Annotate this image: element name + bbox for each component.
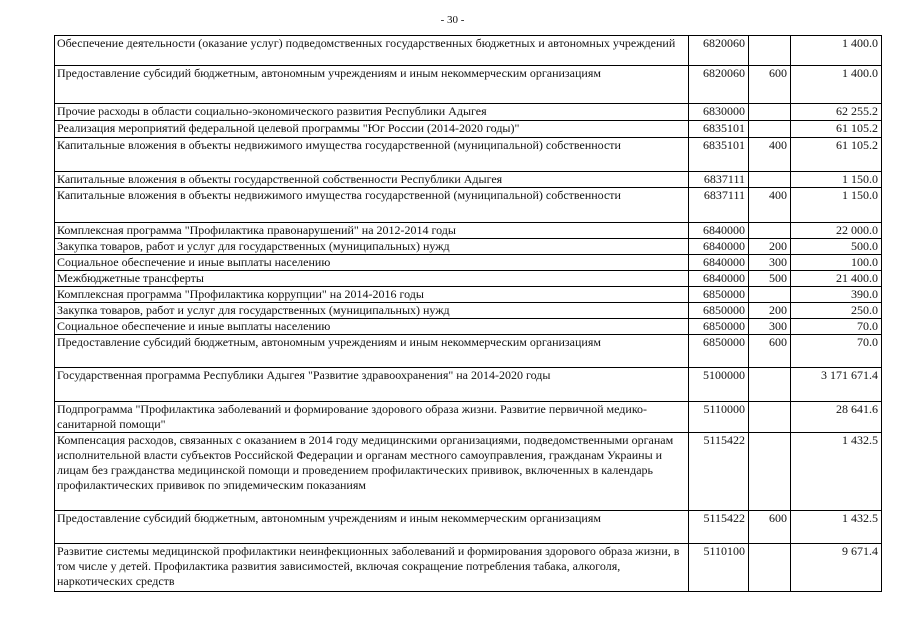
row-name: Предоставление субсидий бюджетным, автономным учреждениям и иным некоммерческим организациям (55, 511, 689, 544)
row-code: 6837111 (689, 188, 749, 223)
table-row (55, 319, 882, 335)
row-code: 5115422 (689, 511, 749, 544)
row-code: 6850000 (689, 319, 749, 335)
table-row (55, 287, 882, 303)
row-type (749, 223, 791, 239)
row-amount: 22 000.0 (791, 223, 882, 239)
row-name: Подпрограмма "Профилактика заболеваний и формирование здорового образа жизни. Развитие первичной медико-санитарной помощи" (55, 402, 689, 433)
row-amount: 62 255.2 (791, 104, 882, 121)
table-row (55, 36, 882, 66)
row-amount: 1 400.0 (791, 36, 882, 66)
row-code: 6835101 (689, 138, 749, 172)
row-type (749, 104, 791, 121)
row-type (749, 544, 791, 592)
row-code: 6840000 (689, 223, 749, 239)
row-name: Предоставление субсидий бюджетным, автономным учреждениям и иным некоммерческим организациям (55, 66, 689, 104)
table-row (55, 239, 882, 255)
row-type: 600 (749, 511, 791, 544)
row-code: 6850000 (689, 303, 749, 319)
row-name: Социальное обеспечение и иные выплаты населению (55, 319, 689, 335)
row-type (749, 36, 791, 66)
row-name: Комплексная программа "Профилактика правонарушений" на 2012-2014 годы (55, 223, 689, 239)
row-code: 6820060 (689, 66, 749, 104)
row-type (749, 402, 791, 433)
table-row (55, 511, 882, 544)
row-name: Капитальные вложения в объекты недвижимого имущества государственной (муниципальной) собственности (55, 188, 689, 223)
row-type: 500 (749, 271, 791, 287)
table-row (55, 368, 882, 402)
row-name: Комплексная программа "Профилактика коррупции" на 2014-2016 годы (55, 287, 689, 303)
row-type (749, 121, 791, 138)
row-code: 6840000 (689, 271, 749, 287)
row-name: Предоставление субсидий бюджетным, автономным учреждениям и иным некоммерческим организациям (55, 335, 689, 368)
row-code: 6840000 (689, 255, 749, 271)
row-name: Закупка товаров, работ и услуг для государственных (муниципальных) нужд (55, 239, 689, 255)
row-code: 6840000 (689, 239, 749, 255)
row-amount: 9 671.4 (791, 544, 882, 592)
row-amount: 100.0 (791, 255, 882, 271)
row-name: Прочие расходы в области социально-экономического развития Республики Адыгея (55, 104, 689, 121)
row-type: 600 (749, 66, 791, 104)
row-code: 6850000 (689, 287, 749, 303)
row-amount: 250.0 (791, 303, 882, 319)
row-amount: 3 171 671.4 (791, 368, 882, 402)
row-type: 400 (749, 138, 791, 172)
table-row (55, 271, 882, 287)
row-name: Капитальные вложения в объекты недвижимого имущества государственной (муниципальной) собственности (55, 138, 689, 172)
row-code: 5110000 (689, 402, 749, 433)
row-amount: 1 150.0 (791, 172, 882, 188)
row-amount: 1 400.0 (791, 66, 882, 104)
table-row (55, 255, 882, 271)
row-amount: 1 432.5 (791, 433, 882, 511)
row-type (749, 287, 791, 303)
row-name: Межбюджетные трансферты (55, 271, 689, 287)
row-name: Капитальные вложения в объекты государственной собственности Республики Адыгея (55, 172, 689, 188)
row-amount: 70.0 (791, 335, 882, 368)
table-row (55, 188, 882, 223)
row-name: Реализация мероприятий федеральной целевой программы "Юг России (2014-2020 годы)" (55, 121, 689, 138)
table-row (55, 335, 882, 368)
row-name: Компенсация расходов, связанных с оказанием в 2014 году медицинскими организациями, подведомственными органам исполнительной власти субъектов Российской Федерации и органам местного самоуправления, гражданам Украины и лицам без гражданства медицинской помощи и проведением профилактических прививок, включенных в календарь профилактических прививок по эпидемическим показаниям (55, 433, 689, 511)
row-type: 200 (749, 239, 791, 255)
row-amount: 500.0 (791, 239, 882, 255)
table-row (55, 402, 882, 433)
row-amount: 1 432.5 (791, 511, 882, 544)
row-amount: 390.0 (791, 287, 882, 303)
row-code: 5100000 (689, 368, 749, 402)
row-name: Закупка товаров, работ и услуг для государственных (муниципальных) нужд (55, 303, 689, 319)
row-type: 600 (749, 335, 791, 368)
row-code: 5115422 (689, 433, 749, 511)
row-code: 6835101 (689, 121, 749, 138)
table-row (55, 544, 882, 592)
row-code: 6820060 (689, 36, 749, 66)
table-row (55, 66, 882, 104)
table-row (55, 223, 882, 239)
row-code: 6837111 (689, 172, 749, 188)
table-row (55, 121, 882, 138)
row-type (749, 368, 791, 402)
table-row (55, 104, 882, 121)
row-name: Социальное обеспечение и иные выплаты населению (55, 255, 689, 271)
budget-table (54, 35, 882, 592)
row-type: 200 (749, 303, 791, 319)
row-code: 6830000 (689, 104, 749, 121)
row-amount: 21 400.0 (791, 271, 882, 287)
row-type: 300 (749, 255, 791, 271)
table-row (55, 303, 882, 319)
row-amount: 28 641.6 (791, 402, 882, 433)
page-number: - 30 - (440, 14, 465, 26)
row-amount: 70.0 (791, 319, 882, 335)
table-row (55, 172, 882, 188)
row-name: Обеспечение деятельности (оказание услуг) подведомственных государственных бюджетных и автономных учреждений (55, 36, 689, 66)
row-name: Развитие системы медицинской профилактики неинфекционных заболеваний и формирования здорового образа жизни, в том числе у детей. Профилактика развития зависимостей, включая сокращение потребления табака, алкоголя, наркотических средств (55, 544, 689, 592)
row-type (749, 172, 791, 188)
row-type (749, 433, 791, 511)
row-code: 6850000 (689, 335, 749, 368)
table-row (55, 138, 882, 172)
row-name: Государственная программа Республики Адыгея "Развитие здравоохранения" на 2014-2020 годы (55, 368, 689, 402)
table-row (55, 433, 882, 511)
row-amount: 1 150.0 (791, 188, 882, 223)
row-type: 400 (749, 188, 791, 223)
row-code: 5110100 (689, 544, 749, 592)
row-type: 300 (749, 319, 791, 335)
row-amount: 61 105.2 (791, 138, 882, 172)
row-amount: 61 105.2 (791, 121, 882, 138)
